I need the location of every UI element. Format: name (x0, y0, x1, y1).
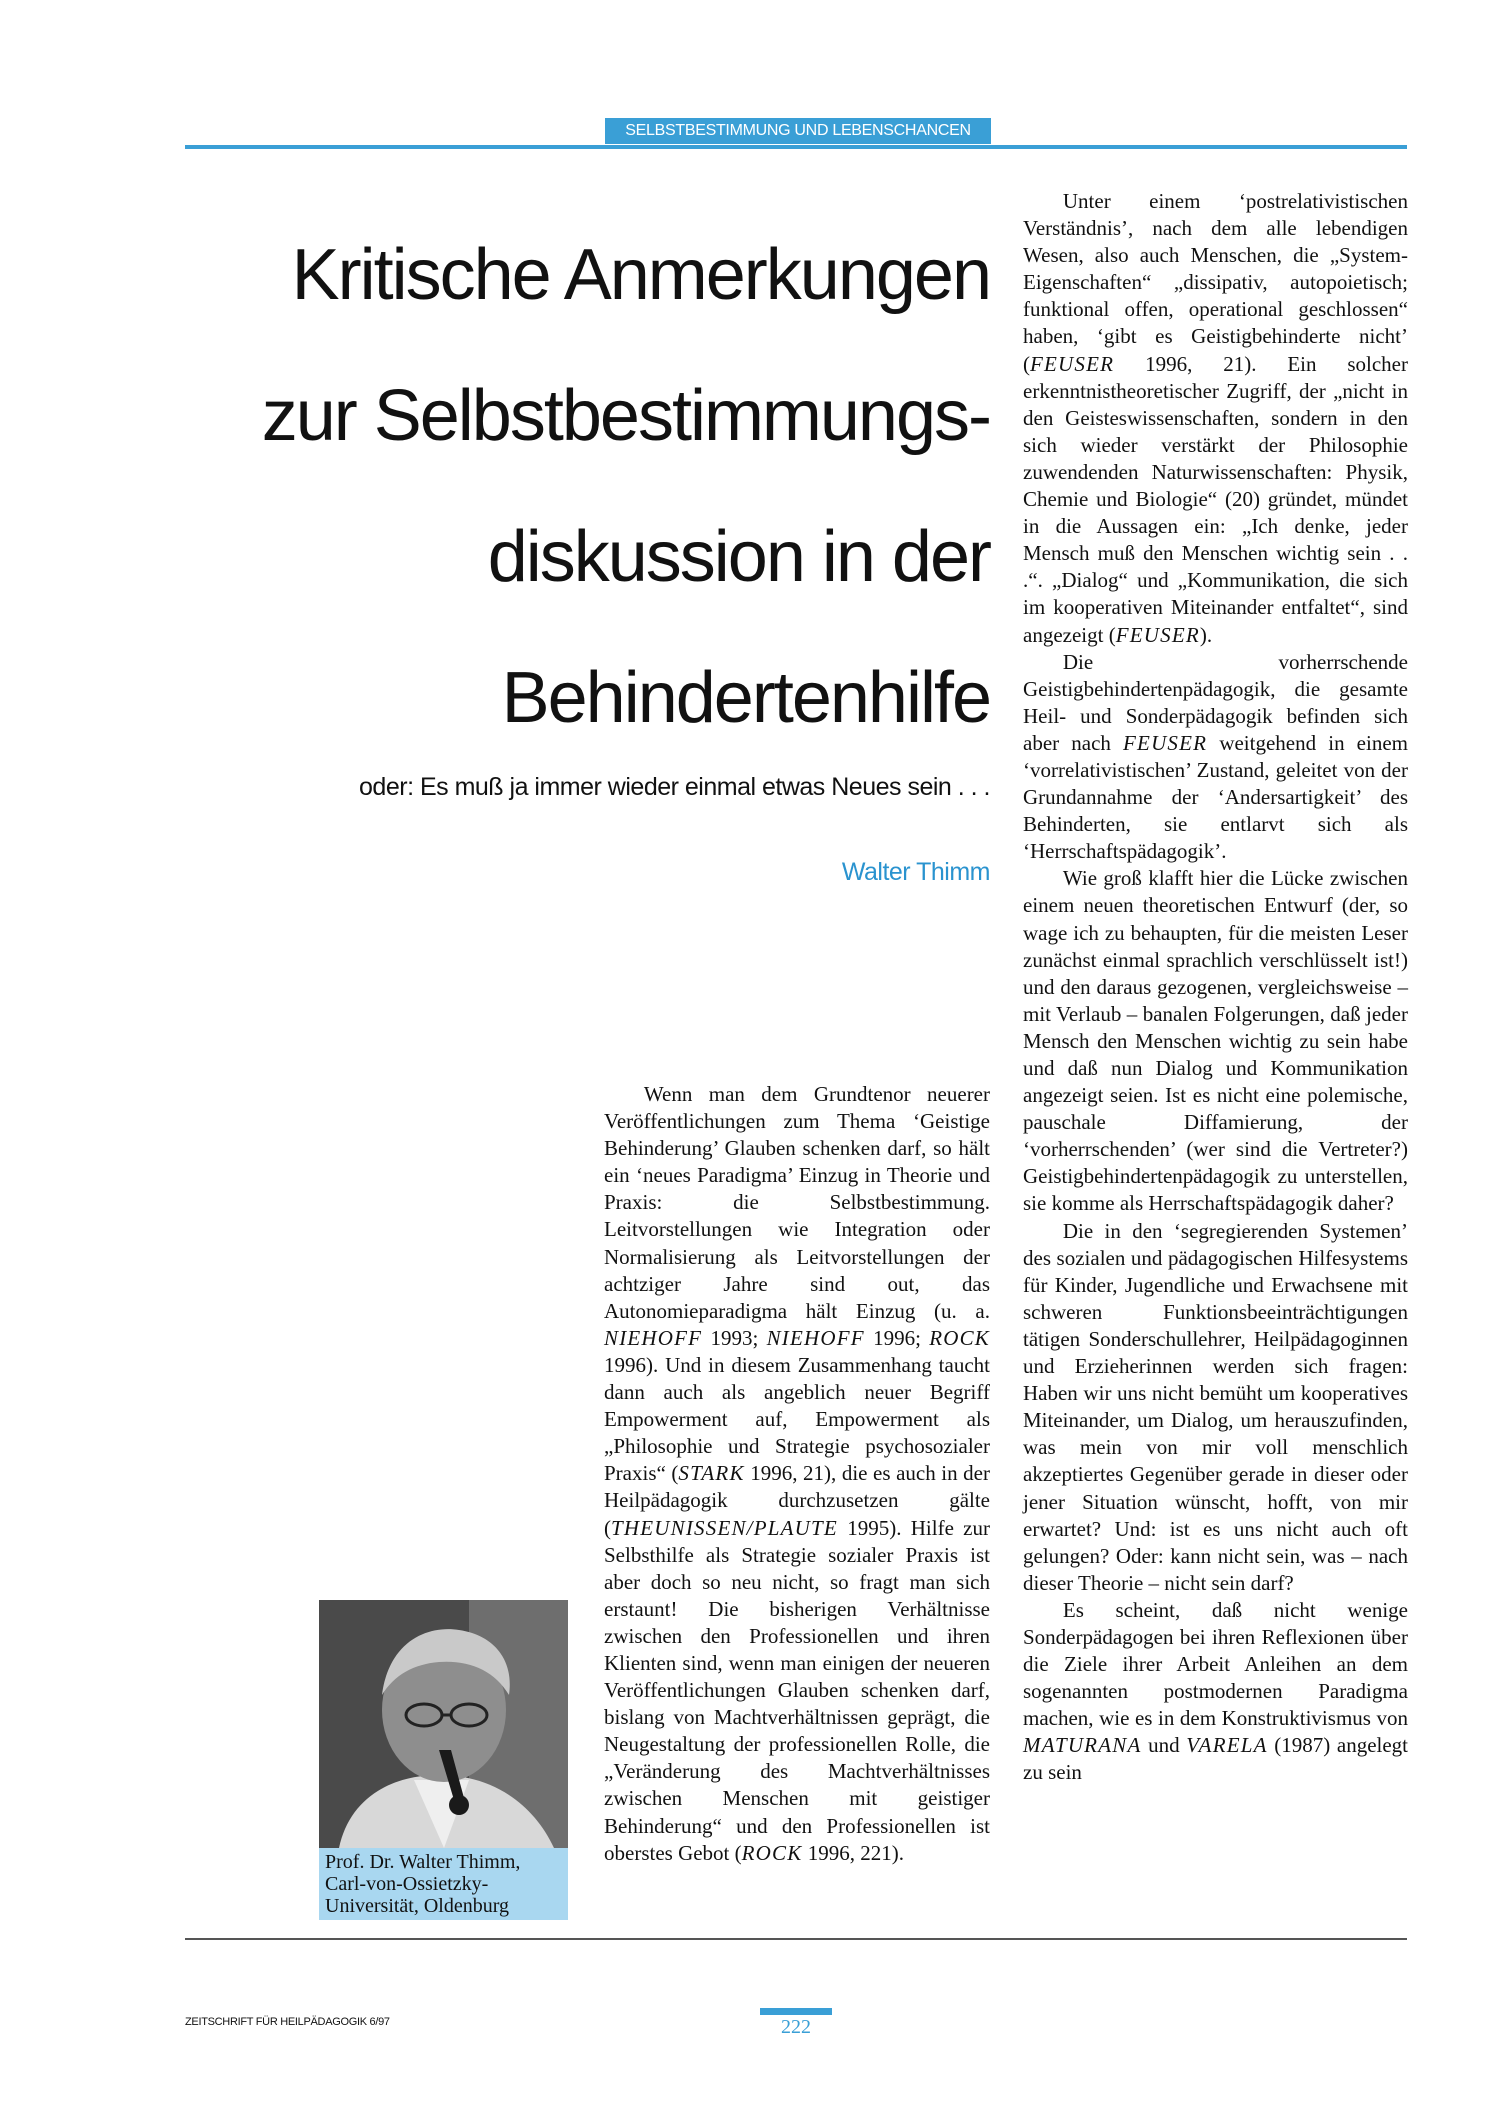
paragraph (1023, 865, 1408, 1217)
text-run: Wie groß klafft hier die Lücke zwischen einem neuen theoretischen Entwurf (der, so wage ich zu behaupten, für die meisten Leser zunächst einmal sprachlich verschlüsselt ist!) und den daraus gezogenen, vergleichsweise – mit Verlaub – banalen Folgerungen, daß jeder Mensch den Menschen wichtig zu sein habe und daß nun Dialog und Kommunikation angezeigt seien. Ist es nicht eine polemische, pauschale Diffamierung, der ‘vorherrschenden’ (wer sind die Vertreter?) Geistigbehindertenpädagogik zu unterstellen, sie komme als Herrschaftspädagogik daher? (1023, 866, 1408, 1216)
text-run: 1996). Und in diesem Zusammenhang taucht dann auch als angeblich neuer Begriff Empowerment auf, Empowerment als „Philosophie und Strategie psychosozialer Praxis“ ( (604, 1352, 990, 1486)
cited-author: ROCK (929, 1325, 990, 1350)
text-run: 1996, 221). (802, 1840, 904, 1865)
caption-line: Prof. Dr. Walter Thimm, (325, 1851, 521, 1873)
article-title (185, 205, 990, 769)
text-run: Unter einem ‘postrelativistischen Verständnis’, nach dem alle lebendigen Wesen, also auch Menschen, die „System-Eigenschaften“ „dissipativ, autopoietisch; funktional offen, operational geschlossen“ haben, ‘gibt es Geistigbehinderte nicht’ ( (1023, 189, 1408, 376)
article-subtitle: oder: Es muß ja immer wieder einmal etwas Neues sein . . . (359, 773, 990, 801)
cited-author: THEUNISSEN/PLAUTE (611, 1515, 838, 1540)
paragraph (1023, 1218, 1408, 1597)
text-run: Die vorherrschende Geistigbehindertenpädagogik, die gesamte Heil- und Sonderpädagogik befinden sich aber nach (1023, 649, 1408, 755)
cited-author: NIEHOFF (766, 1325, 865, 1350)
cited-author: STARK (678, 1461, 745, 1486)
text-run: 1993; (702, 1325, 767, 1350)
journal-name: ZEITSCHRIFT FÜR HEILPÄDAGOGIK 6/97 (185, 2016, 390, 2028)
right-text-column (1023, 188, 1408, 1787)
cited-author: VARELA (1186, 1733, 1268, 1758)
cited-author: FEUSER (1115, 622, 1200, 647)
cited-author: ROCK (741, 1840, 803, 1865)
text-run: Es scheint, daß nicht wenige Sonderpädagogen bei ihren Reflexionen über die Ziele ihrer Arbeit Anleihen an dem sogenannten postmodernen Paradigma machen, wie es in dem Konstruktivismus von (1023, 1597, 1408, 1731)
cited-author: MATURANA (1023, 1733, 1142, 1758)
paragraph (604, 1081, 990, 1867)
text-run: 1996, 21), die es auch in der Heilpädagogik durchzusetzen gälte ( (604, 1461, 990, 1540)
paragraph (1023, 649, 1408, 866)
title-line: Kritische Anmerkungen (291, 235, 990, 315)
page-number-bar (760, 2008, 832, 2015)
cited-author: FEUSER (1030, 351, 1115, 376)
text-run: und (1141, 1733, 1187, 1758)
title-line: diskussion in der (487, 517, 990, 597)
text-run: 1995). Hilfe zur Selbsthilfe als Strategie sozialer Praxis ist aber doch so neu nicht, so fragt man sich erstaunt! Die bisherigen Verhältnisse zwischen den Professionellen und ihren Klienten sind, wenn man einigen der neueren Veröffentlichungen Glauben schenken darf, bislang von Machtverhältnissen geprägt, die Neugestaltung der professionellen Rolle, die „Veränderung des Machtverhältnisses zwischen Menschen mit geistiger Behinderung“ und den Professionellen ist oberstes Gebot ( (604, 1515, 990, 1865)
paragraph (1023, 1597, 1408, 1787)
cited-author: NIEHOFF (604, 1325, 703, 1350)
text-run: 1996; (864, 1325, 930, 1350)
text-run: ). (1199, 622, 1213, 647)
text-run: Wenn man dem Grundtenor neuerer Veröffentlichungen zum Thema ‘Geistige Behinderung’ Glauben schenken darf, so hält ein ‘neues Paradigma’ Einzug in Theorie und Praxis: die Selbstbestimmung. Leitvorstellungen wie Integration oder Normalisierung als Leitvorstellungen der achtziger Jahre sind out, das Autonomieparadigma hält Einzug (u. a. (604, 1082, 990, 1323)
footer-rule (185, 1938, 1407, 1940)
author-photo (319, 1600, 568, 1848)
caption-line: Universität, Oldenburg (325, 1895, 510, 1917)
title-line: zur Selbstbestimmungs- (261, 376, 990, 456)
text-run: 1996, 21). Ein solcher erkenntnistheoretischer Zugriff, der „nicht in den Geisteswissenschaften, sondern in den sich wieder verstärkt der Philosophie zuwendenden Naturwissenschaften: Physik, Chemie und Biologie“ (20) gründet, mündet in die Aussagen ein: „Ich denke, jeder Mensch muß den Menschen wichtig sein . . .“. „Dialog“ und „Kommunikation, die sich im kooperativen Miteinander entfaltet“, sind angezeigt ( (1023, 351, 1408, 647)
article-author: Walter Thimm (841, 858, 990, 886)
title-line: Behindertenhilfe (501, 658, 990, 738)
author-portrait-icon (319, 1600, 568, 1848)
photo-caption (319, 1848, 568, 1920)
paragraph (1023, 188, 1408, 649)
middle-text-column (604, 1081, 990, 1867)
text-run: Die in den ‘segregierenden Systemen’ des sozialen und pädagogischen Hilfesystems für Kinder, Jugendliche und Erwachsene mit schweren Funktionsbeeinträchtigungen tätigen Sonderschullehrer, Heilpädagoginnen und Erzieherinnen werden sich fragen: Haben wir uns nicht bemüht um kooperatives Miteinander, um Dialog, um herauszufinden, was mein von mir voll menschlich akzeptiertes Gegenüber gerade in dieser oder jener Situation wünscht, hofft, von mir erwartet? Und: ist es uns nicht auch oft gelungen? Oder: kann nicht sein, was – nach dieser Theorie – nicht sein darf? (1023, 1218, 1408, 1595)
text-run: weitgehend in einem ‘vorrelativistischen’ Zustand, geleitet von der Grundannahme der ‘Andersartigkeit’ des Behinderten, sie entlarvt sich als ‘Herrschaftspädagogik’. (1023, 730, 1408, 864)
caption-line: Carl-von-Ossietzky- (325, 1873, 489, 1895)
section-tag: SELBSTBESTIMMUNG UND LEBENSCHANCEN (605, 118, 991, 144)
page-number: 222 (781, 2016, 811, 2038)
text-run: (1987) angelegt zu sein (1023, 1733, 1409, 1785)
header-rule (185, 145, 1407, 149)
cited-author: FEUSER (1123, 730, 1208, 755)
